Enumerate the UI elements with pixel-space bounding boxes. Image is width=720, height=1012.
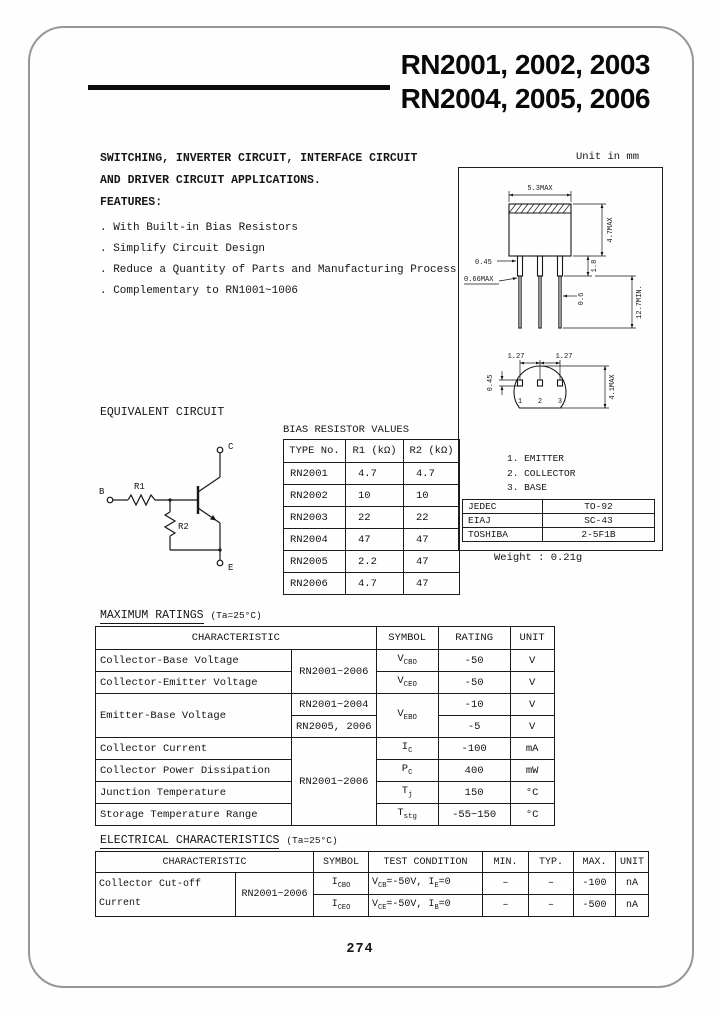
label-r1: R1 <box>134 482 145 492</box>
unit-note: Unit in mm <box>576 151 640 163</box>
table-cell: $V_{EBO}$ <box>376 694 438 738</box>
dim-lead-tab-width: 0.66MAX <box>464 276 494 284</box>
table-cell: V <box>510 672 554 694</box>
table-cell: $V_{CE}=-50V$, $I_B=0$ <box>369 895 483 917</box>
table-row <box>96 873 649 895</box>
dim-lead-width: 0.45 <box>475 259 492 267</box>
table-cell: Collector Current <box>96 738 292 760</box>
table-cell: nA <box>616 895 649 917</box>
package-front-view <box>509 204 571 328</box>
table-cell: °C <box>510 804 554 826</box>
electrical-characteristics-table <box>95 851 649 917</box>
page-title <box>401 48 650 116</box>
table-cell: $T_{stg}$ <box>376 804 438 826</box>
max-ratings-heading: MAXIMUM RATINGS (Ta=25°C) <box>100 609 262 622</box>
code-value: SC-43 <box>543 514 655 528</box>
table-cell: 10 <box>346 485 404 507</box>
table-cell: RN2001~2006 <box>292 650 377 694</box>
pin-label-collector: 2. COLLECTOR <box>507 467 576 479</box>
table-row <box>284 507 460 529</box>
header-typ: TYP. <box>529 852 574 873</box>
table-cell: 2.2 <box>346 551 404 573</box>
hatching <box>509 204 570 213</box>
dim-body-depth: 4.1MAX <box>609 374 617 400</box>
table-cell: RN2001 <box>284 463 346 485</box>
characteristic-line-1: Collector Cut-off <box>99 879 202 890</box>
header-rating: RATING <box>438 627 510 650</box>
table-cell: -50 <box>438 672 510 694</box>
table-row <box>284 485 460 507</box>
table-row <box>463 514 655 528</box>
table-row <box>284 463 460 485</box>
header-unit: UNIT <box>616 852 649 873</box>
table-cell: – <box>483 895 529 917</box>
code-standard: TOSHIBA <box>463 528 543 542</box>
table-cell: mA <box>510 738 554 760</box>
table-row <box>96 738 555 760</box>
table-cell: $P_C$ <box>376 760 438 782</box>
pin-number-1: 1 <box>517 398 523 406</box>
table-cell: RN2001~2004 <box>292 694 377 716</box>
lead-lower <box>559 276 561 328</box>
terminal-base <box>107 497 113 503</box>
table-cell: 47 <box>404 551 460 573</box>
emitter-arrow <box>210 515 217 521</box>
table-row <box>284 573 460 595</box>
dim-lead-upper-length: 1.8 <box>591 259 599 273</box>
table-cell: RN2003 <box>284 507 346 529</box>
applications-line-2: AND DRIVER CIRCUIT APPLICATIONS. <box>100 174 321 187</box>
table-cell: Collector-Emitter Voltage <box>96 672 292 694</box>
table-cell: Emitter-Base Voltage <box>96 694 292 738</box>
table-cell: 150 <box>438 782 510 804</box>
header-max: MAX. <box>574 852 616 873</box>
equivalent-circuit-heading: EQUIVALENT CIRCUIT <box>100 406 225 419</box>
junction-dot <box>168 498 171 501</box>
table-cell: Collector Power Dissipation <box>96 760 292 782</box>
table-cell: 22 <box>346 507 404 529</box>
table-cell: -100 <box>574 873 616 895</box>
table-row <box>463 528 655 542</box>
table-row <box>96 694 555 716</box>
header-symbol: SYMBOL <box>314 852 369 873</box>
max-ratings-condition: (Ta=25°C) <box>210 610 262 621</box>
table-row <box>96 650 555 672</box>
table-cell: RN2006 <box>284 573 346 595</box>
resistor-r2 <box>165 512 175 536</box>
feature-item: . Reduce a Quantity of Parts and Manufacturing Process <box>100 264 457 276</box>
circuit-labels <box>99 442 234 573</box>
pin-number-3: 3 <box>557 398 563 406</box>
table-cell: nA <box>616 873 649 895</box>
lead-upper <box>558 256 563 276</box>
dim-lead-length: 12.7MIN. <box>636 285 644 319</box>
table-header-row <box>284 440 460 463</box>
applications-text <box>100 148 417 192</box>
header-min: MIN. <box>483 852 529 873</box>
code-value: 2-5F1B <box>543 528 655 542</box>
table-cell: RN2005 <box>284 551 346 573</box>
pin-label-base: 3. BASE <box>507 482 547 493</box>
header-test-condition: TEST CONDITION <box>369 852 483 873</box>
table-cell: $I_C$ <box>376 738 438 760</box>
package-weight: Weight : 0.21g <box>494 552 583 564</box>
pin <box>518 380 523 386</box>
table-cell: 10 <box>404 485 460 507</box>
table-cell: – <box>529 895 574 917</box>
dim-body-height: 4.7MAX <box>607 217 615 243</box>
code-standard: EIAJ <box>463 514 543 528</box>
feature-item: . With Built-in Bias Resistors <box>100 222 299 234</box>
title-line-2: RN2004, 2005, 2006 <box>400 83 650 114</box>
bias-resistor-table <box>283 439 460 595</box>
table-cell: RN2001~2006 <box>236 873 314 917</box>
table-row <box>463 500 655 514</box>
feature-item: . Simplify Circuit Design <box>100 243 266 255</box>
table-cell: – <box>483 873 529 895</box>
table-cell: 4.7 <box>346 573 404 595</box>
table-cell: -55~150 <box>438 804 510 826</box>
characteristic-line-2: Current <box>99 898 142 909</box>
circuit-wires <box>107 447 223 566</box>
table-cell: Junction Temperature <box>96 782 292 804</box>
pin <box>558 380 563 386</box>
table-header-row <box>96 627 555 650</box>
table-cell: -5 <box>438 716 510 738</box>
terminal-emitter <box>217 560 223 566</box>
label-e: E <box>228 563 234 573</box>
page-number: 274 <box>346 942 374 957</box>
table-cell: -100 <box>438 738 510 760</box>
table-header-row <box>96 852 649 873</box>
label-c: C <box>228 442 234 452</box>
bias-table-title: BIAS RESISTOR VALUES <box>283 424 410 436</box>
table-cell: -50 <box>438 650 510 672</box>
table-cell: 4.7 <box>346 463 404 485</box>
table-cell: RN2004 <box>284 529 346 551</box>
table-cell: $I_{CEO}$ <box>314 895 369 917</box>
header-characteristic: CHARACTERISTIC <box>96 852 314 873</box>
code-standard: JEDEC <box>463 500 543 514</box>
table-cell: mW <box>510 760 554 782</box>
lead-upper <box>538 256 543 276</box>
electrical-characteristics-heading: ELECTRICAL CHARACTERISTICS (Ta=25°C) <box>100 834 338 847</box>
features-section <box>100 192 456 302</box>
pin-label-emitter: 1. EMITTER <box>507 453 565 464</box>
table-cell: 400 <box>438 760 510 782</box>
table-cell: 22 <box>404 507 460 529</box>
table-row <box>284 529 460 551</box>
table-cell: $V_{CBO}$ <box>376 650 438 672</box>
table-cell: 47 <box>346 529 404 551</box>
table-cell: Collector-Base Voltage <box>96 650 292 672</box>
dim-pitch-left: 1.27 <box>507 353 525 361</box>
lead-lower <box>519 276 521 328</box>
package-outline-box <box>458 167 663 551</box>
pin <box>538 380 543 386</box>
dimension-labels <box>464 185 644 406</box>
table-cell: Storage Temperature Range <box>96 804 292 826</box>
label-b: B <box>99 487 105 497</box>
table-cell: °C <box>510 782 554 804</box>
table-cell: RN2002 <box>284 485 346 507</box>
electrical-condition: (Ta=25°C) <box>286 835 338 846</box>
label-r2: R2 <box>178 522 189 532</box>
table-cell: V <box>510 694 554 716</box>
header-rule <box>88 85 390 90</box>
junction-dot <box>218 548 221 551</box>
table-cell <box>96 873 236 917</box>
package-drawing <box>459 168 659 420</box>
table-cell: 47 <box>404 573 460 595</box>
table-cell: 4.7 <box>404 463 460 485</box>
table-cell: – <box>529 873 574 895</box>
equivalent-circuit-diagram <box>98 430 273 590</box>
lead-lower <box>539 276 541 328</box>
dim-lead-lower-width: 0.6 <box>578 292 586 306</box>
bias-header-r1: R1 (kΩ) <box>346 440 404 463</box>
bias-header-type: TYPE No. <box>284 440 346 463</box>
table-cell: 47 <box>404 529 460 551</box>
title-line-1: RN2001, 2002, 2003 <box>400 49 650 80</box>
pin-number-2: 2 <box>537 398 543 406</box>
header-unit: UNIT <box>510 627 554 650</box>
lead-upper <box>518 256 523 276</box>
pin-assignment-list <box>507 452 575 496</box>
table-cell: -500 <box>574 895 616 917</box>
header-symbol: SYMBOL <box>376 627 438 650</box>
table-cell: $V_{CEO}$ <box>376 672 438 694</box>
features-heading: FEATURES: <box>100 196 163 209</box>
table-cell: $V_{CB}=-50V$, $I_E=0$ <box>369 873 483 895</box>
maximum-ratings-table <box>95 626 555 826</box>
bias-header-r2: R2 (kΩ) <box>404 440 460 463</box>
applications-line-1: SWITCHING, INVERTER CIRCUIT, INTERFACE CIRCUIT <box>100 152 418 165</box>
package-code-table <box>462 499 655 542</box>
feature-item: . Complementary to RN1001~1006 <box>100 285 299 297</box>
table-cell: -10 <box>438 694 510 716</box>
dim-pitch-right: 1.27 <box>555 353 573 361</box>
header-characteristic: CHARACTERISTIC <box>96 627 377 650</box>
table-cell: V <box>510 716 554 738</box>
table-row <box>284 551 460 573</box>
table-cell: $T_j$ <box>376 782 438 804</box>
table-cell: RN2005, 2006 <box>292 716 377 738</box>
table-cell: RN2001~2006 <box>292 738 377 826</box>
table-cell: $I_{CBO}$ <box>314 873 369 895</box>
resistor-r1 <box>128 495 155 505</box>
code-value: TO-92 <box>543 500 655 514</box>
terminal-collector <box>217 447 223 453</box>
dim-body-width: 5.3MAX <box>527 185 553 193</box>
table-cell: V <box>510 650 554 672</box>
dim-pin-thickness: 0.45 <box>487 374 495 392</box>
